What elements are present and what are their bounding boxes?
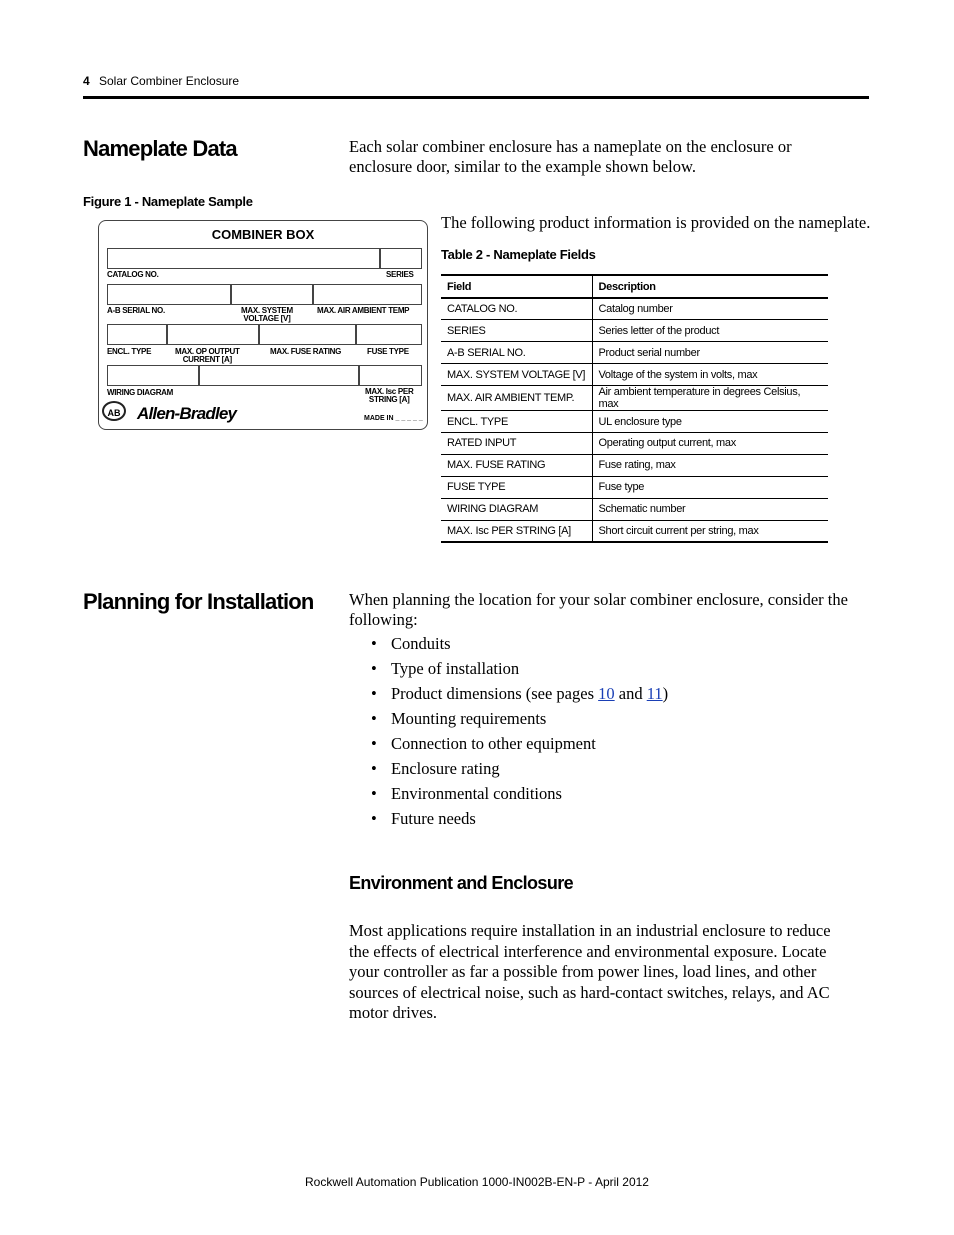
wiring-box-2 xyxy=(199,365,359,386)
description-cell: Fuse rating, max xyxy=(592,454,828,476)
header-field: Field xyxy=(441,275,592,298)
running-title: Solar Combiner Enclosure xyxy=(99,74,240,88)
list-item: • Mounting requirements xyxy=(349,709,668,734)
output-label: MAX. OP OUTPUT CURRENT [A] xyxy=(175,347,240,364)
description-cell: Series letter of the product xyxy=(592,320,828,342)
header-rule xyxy=(83,96,869,99)
wiring-label: WIRING DIAGRAM xyxy=(107,388,174,397)
catalog-no-box xyxy=(107,248,380,269)
field-cell: CATALOG NO. xyxy=(441,298,592,320)
table-row xyxy=(441,386,828,411)
description-cell: Fuse type xyxy=(592,476,828,498)
brand-wordmark: Allen-Bradley xyxy=(137,404,237,423)
fuse-type-label: FUSE TYPE xyxy=(367,347,409,356)
voltage-box xyxy=(231,284,313,305)
nameplate-figure xyxy=(98,220,428,430)
nameplate-data-heading: Nameplate Data xyxy=(83,136,237,161)
ambient-box xyxy=(313,284,422,305)
table-caption: Table 2 - Nameplate Fields xyxy=(441,247,596,262)
table-row xyxy=(441,498,828,520)
table-row xyxy=(441,320,828,342)
figure-caption: Figure 1 - Nameplate Sample xyxy=(83,194,253,209)
table-header-row xyxy=(441,275,828,298)
table-row xyxy=(441,432,828,454)
considerations-list xyxy=(349,634,668,834)
isc-label: MAX. Isc PER STRING [A] xyxy=(365,387,414,404)
description-cell: UL enclosure type xyxy=(592,411,828,433)
description-cell: Short circuit current per string, max xyxy=(592,520,828,542)
nameplate-title: COMBINER BOX xyxy=(211,227,315,242)
table-row xyxy=(441,342,828,364)
voltage-label: MAX. SYSTEM VOLTAGE [V] xyxy=(241,306,293,323)
list-item: • Product dimensions (see pages 10 and 11) xyxy=(349,684,668,709)
field-cell: SERIES xyxy=(441,320,592,342)
footer-publication: Rockwell Automation Publication 1000-IN002B-EN-P - April 2012 xyxy=(305,1175,649,1189)
description-cell: Operating output current, max xyxy=(592,432,828,454)
field-cell: A-B SERIAL NO. xyxy=(441,342,592,364)
field-cell: FUSE TYPE xyxy=(441,476,592,498)
fuse-rating-box xyxy=(259,324,356,345)
description-cell: Air ambient temperature in degrees Celsius, max xyxy=(592,386,828,411)
table-row xyxy=(441,298,828,320)
description-cell: Product serial number xyxy=(592,342,828,364)
header-description: Description xyxy=(592,275,828,298)
table-intro: The following product information is provided on the nameplate. xyxy=(441,213,871,232)
fuse-type-box xyxy=(356,324,422,345)
table-row xyxy=(441,454,828,476)
made-in-label: MADE IN _ _ _ _ _ xyxy=(364,415,423,422)
field-cell: MAX. Isc PER STRING [A] xyxy=(441,520,592,542)
output-box xyxy=(167,324,259,345)
ab-logo: AB xyxy=(102,401,126,421)
ambient-label: MAX. AIR AMBIENT TEMP xyxy=(317,306,410,315)
series-box xyxy=(380,248,422,269)
environment-subheading: Environment and Enclosure xyxy=(349,873,574,893)
planning-heading: Planning for Installation xyxy=(83,589,314,614)
field-cell: ENCL. TYPE xyxy=(441,411,592,433)
table-row xyxy=(441,364,828,386)
page-11-link[interactable]: 11 xyxy=(646,684,663,703)
serial-label: A-B SERIAL NO. xyxy=(107,306,165,315)
serial-box xyxy=(107,284,231,305)
table-row xyxy=(441,476,828,498)
list-item: • Connection to other equipment xyxy=(349,734,668,759)
nameplate-intro: Each solar combiner enclosure has a nameplate on the enclosure or enclosure door, similar to the example shown below. xyxy=(349,137,792,176)
page-number: 4 xyxy=(83,74,90,88)
table-row xyxy=(441,520,828,542)
list-item: • Type of installation xyxy=(349,659,668,684)
page-10-link[interactable]: 10 xyxy=(598,684,615,703)
field-cell: RATED INPUT xyxy=(441,432,592,454)
field-cell: WIRING DIAGRAM xyxy=(441,498,592,520)
description-cell: Voltage of the system in volts, max xyxy=(592,364,828,386)
list-item: • Environmental conditions xyxy=(349,784,668,809)
encl-box xyxy=(107,324,167,345)
wiring-box-1 xyxy=(107,365,199,386)
fuse-rating-label: MAX. FUSE RATING xyxy=(270,347,342,356)
field-cell: MAX. AIR AMBIENT TEMP. xyxy=(441,386,592,411)
isc-box xyxy=(359,365,422,386)
series-label: SERIES xyxy=(386,270,414,279)
field-cell: MAX. FUSE RATING xyxy=(441,454,592,476)
list-item: • Enclosure rating xyxy=(349,759,668,784)
table-row xyxy=(441,411,828,433)
planning-intro: When planning the location for your solar combiner enclosure, consider the following: xyxy=(349,590,848,629)
field-cell: MAX. SYSTEM VOLTAGE [V] xyxy=(441,364,592,386)
encl-label: ENCL. TYPE xyxy=(107,347,152,356)
nameplate-fields-table xyxy=(441,274,828,543)
list-item: • Conduits xyxy=(349,634,668,659)
list-item: • Future needs xyxy=(349,809,668,834)
description-cell: Schematic number xyxy=(592,498,828,520)
environment-text: Most applications require installation in an industrial enclosure to reduce the effects of electrical interference and environmental exposure. Locate your controller as far a possible from power lines, load lines, and other sources of electrical noise, such as hard-contact switches, relays, and AC motor drives. xyxy=(349,921,831,1022)
description-cell: Catalog number xyxy=(592,298,828,320)
catalog-no-label: CATALOG NO. xyxy=(107,270,159,279)
